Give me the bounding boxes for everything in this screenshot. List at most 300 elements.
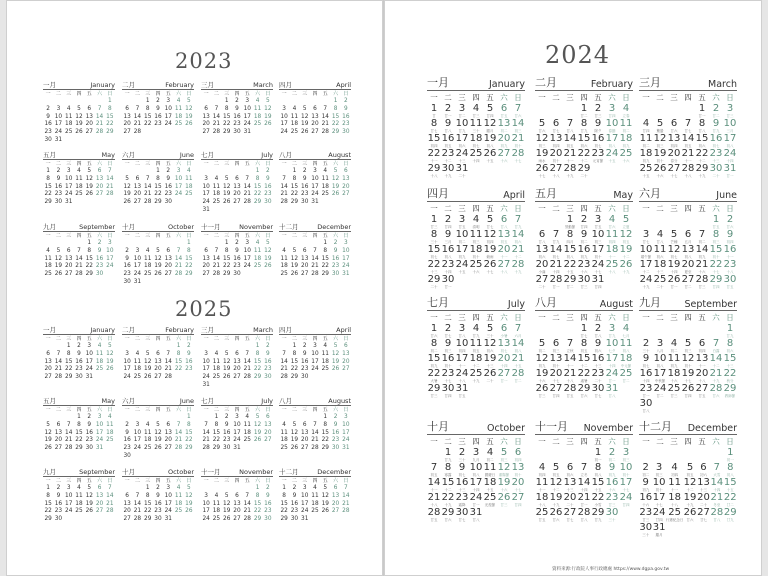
date-cell [455, 384, 469, 399]
date-cell [143, 374, 153, 382]
date-cell [132, 445, 142, 453]
day-number: 21 [144, 191, 152, 198]
day-number: 27 [342, 191, 350, 198]
date-cell [153, 516, 163, 524]
date-cell [201, 199, 211, 207]
weekday-label: 四 [580, 313, 588, 322]
date-cell [341, 263, 351, 271]
day-number: 28 [511, 148, 525, 159]
date-cell [497, 354, 511, 369]
empty-cell [242, 168, 252, 176]
month-header [43, 223, 115, 232]
date-cell [535, 508, 549, 523]
date-cell [469, 369, 483, 384]
weekday-label: 六 [176, 478, 182, 484]
date-cell [469, 215, 483, 230]
day-number: 2 [46, 105, 50, 112]
date-cell [619, 245, 633, 260]
date-cell [310, 121, 320, 129]
date-cell [455, 119, 469, 134]
day-number: 27 [44, 374, 52, 381]
day-number: 24 [243, 263, 251, 270]
date-cell [535, 369, 549, 384]
date-cell [710, 463, 723, 478]
month-header [122, 397, 194, 406]
day-number: 15 [591, 477, 605, 488]
lunar-label: 初四 [552, 144, 560, 148]
date-cell [591, 260, 605, 275]
day-number: 26 [549, 507, 563, 518]
date-cell [427, 134, 441, 149]
empty-cell [211, 168, 221, 176]
day-number: 12 [483, 118, 497, 129]
date-cell [122, 129, 132, 137]
date-cell [173, 114, 183, 122]
day-number: 27 [164, 445, 172, 452]
day-number: 13 [695, 353, 709, 364]
date-cell [163, 121, 173, 129]
date-cell [64, 114, 74, 122]
date-cell [289, 271, 299, 279]
day-number: 11 [619, 118, 633, 129]
empty-cell [639, 215, 653, 230]
month-name-en: December [317, 223, 351, 231]
date-cell [173, 501, 183, 509]
date-cell [74, 437, 84, 445]
day-number: 11 [253, 105, 262, 112]
date-cell [300, 430, 310, 438]
date-cell [591, 493, 605, 508]
day-number: 18 [212, 191, 221, 198]
day-number: 29 [563, 274, 577, 285]
month-name-zh: 五月 [43, 151, 56, 159]
day-number: 5 [552, 462, 560, 473]
month-december [639, 421, 737, 538]
day-number: 14 [133, 500, 142, 507]
weekday-label: 四 [312, 161, 318, 167]
date-cell [132, 501, 142, 509]
month-name-zh: 一月 [43, 81, 56, 89]
date-cell [74, 184, 84, 192]
date-cell [695, 339, 709, 354]
lunar-label: 廿九 [552, 240, 560, 244]
date-cell [74, 366, 84, 374]
weekday-label: 四 [312, 407, 318, 413]
date-cell [639, 384, 653, 399]
month-header [122, 468, 194, 477]
day-number: 16 [164, 183, 172, 190]
weekday-label: 六 [255, 407, 261, 413]
date-cell [232, 516, 242, 524]
date-cell [619, 324, 633, 339]
date-cell [341, 343, 351, 351]
lunar-label: 廿九 [608, 334, 616, 338]
date-cell [84, 168, 94, 176]
day-number: 9 [156, 492, 160, 499]
lunar-label: 十四 [444, 270, 452, 274]
weekday-label: 二 [656, 204, 664, 213]
date-cell [74, 508, 84, 516]
date-cell [74, 493, 84, 501]
month-april [279, 81, 351, 137]
day-number: 22 [280, 508, 288, 515]
day-number: 18 [280, 263, 288, 270]
day-number: 6 [333, 485, 338, 491]
date-cell [330, 437, 340, 445]
date-cell [724, 448, 737, 463]
date-cell [535, 463, 549, 478]
date-cell [511, 478, 525, 493]
weekday-header-row [279, 160, 351, 168]
day-number: 5 [156, 421, 160, 428]
date-cell [497, 230, 511, 245]
weekday-label: 三 [566, 313, 574, 322]
date-cell [577, 369, 591, 384]
day-number: 7 [245, 175, 250, 182]
day-number: 18 [619, 133, 633, 144]
day-number: 28 [174, 445, 183, 452]
day-number: 9 [87, 421, 92, 428]
empty-cell [143, 343, 153, 351]
lunar-label: 雨水 [538, 159, 546, 163]
lunar-label: 十二 [514, 255, 522, 259]
empty-cell [232, 168, 242, 176]
date-cell [320, 114, 330, 122]
day-number: 31 [301, 516, 309, 523]
weekday-label: 一 [203, 161, 209, 167]
date-cell [605, 369, 619, 384]
date-cell [591, 245, 605, 260]
date-cell [211, 430, 221, 438]
lunar-label: 初六 [458, 144, 466, 148]
lunar-label: 初五 [622, 240, 630, 244]
date-cell [53, 256, 63, 264]
date-cell [173, 271, 183, 279]
day-number: 6 [698, 338, 706, 349]
date-cell [427, 275, 441, 290]
date-cell [153, 106, 163, 114]
lunar-label: 十八 [698, 379, 706, 383]
weekday-label: 四 [155, 91, 161, 97]
day-number: 10 [342, 247, 350, 254]
date-cell [232, 263, 242, 271]
day-number: 17 [455, 133, 469, 144]
day-number: 24 [455, 148, 469, 159]
month-august [279, 151, 351, 207]
month-july [201, 151, 273, 215]
day-number: 3 [608, 323, 616, 334]
day-number: 28 [280, 374, 288, 381]
day-number: 28 [54, 374, 63, 381]
weekday-label: 四 [312, 233, 318, 239]
date-cell [310, 501, 320, 509]
day-number: 8 [46, 492, 50, 499]
day-number: 15 [144, 113, 152, 120]
date-cell [441, 275, 455, 290]
lunar-label: 十四 [670, 270, 678, 274]
day-number: 27 [202, 271, 210, 278]
day-number: 10 [202, 358, 210, 365]
day-number: 27 [123, 516, 131, 523]
date-cell [723, 149, 737, 164]
lunar-label: 十七 [594, 270, 602, 274]
date-cell [252, 168, 262, 176]
date-cell [441, 134, 455, 149]
day-number: 14 [212, 255, 221, 262]
date-cell [94, 485, 104, 493]
day-number: 18 [619, 353, 633, 364]
date-cell [252, 359, 262, 367]
weekday-label: 五 [486, 204, 494, 213]
weekday-label: 六 [97, 336, 103, 342]
date-cell [549, 478, 563, 493]
day-number: 31 [164, 516, 172, 523]
day-number: 16 [577, 244, 591, 255]
date-cell [132, 493, 142, 501]
date-cell [320, 508, 330, 516]
empty-cell [64, 240, 74, 248]
weekday-label: 六 [712, 93, 720, 102]
date-cell [211, 271, 221, 279]
empty-cell [173, 414, 183, 422]
date-cell [122, 445, 132, 453]
weekday-label: 六 [97, 161, 103, 167]
date-cell [310, 445, 320, 453]
day-number: 26 [85, 191, 93, 198]
date-cell [653, 164, 667, 179]
day-number: 5 [125, 175, 129, 182]
day-number: 17 [639, 259, 653, 270]
date-cell [653, 134, 667, 149]
date-cell [163, 248, 173, 256]
day-number: 26 [44, 445, 52, 452]
day-number: 22 [321, 437, 329, 444]
day-number: 7 [214, 247, 219, 254]
day-number: 13 [549, 353, 563, 364]
day-number: 1 [580, 103, 588, 114]
day-number: 29 [321, 445, 329, 452]
date-cell [105, 493, 115, 501]
day-number: 8 [145, 105, 150, 112]
lunar-label: 初二 [670, 349, 678, 353]
lunar-label: 廿 [432, 114, 436, 118]
day-number: 11 [75, 492, 83, 499]
date-cell [535, 354, 549, 369]
lunar-label: 十一 [430, 159, 438, 163]
date-cell [695, 354, 709, 369]
day-number: 19 [535, 148, 549, 159]
date-cell [320, 129, 330, 137]
day-number: 5 [56, 247, 61, 254]
day-number: 23 [164, 191, 172, 198]
date-cell [64, 445, 74, 453]
day-number: 18 [243, 429, 251, 436]
date-cell [184, 106, 194, 114]
day-number: 20 [301, 437, 309, 444]
day-number: 13 [154, 358, 162, 365]
date-cell [122, 199, 132, 207]
date-cell [94, 501, 104, 509]
date-cell [563, 260, 577, 275]
day-number: 28 [144, 199, 152, 206]
day-number: 2 [712, 103, 720, 114]
date-cell [300, 351, 310, 359]
lunar-label: 初十 [684, 364, 692, 368]
day-number: 6 [500, 103, 508, 114]
lunar-label: 十八 [538, 503, 546, 507]
date-cell [320, 343, 330, 351]
date-cell [563, 149, 577, 164]
day-number: 22 [154, 191, 162, 198]
day-number: 20 [95, 183, 104, 190]
day-number: 7 [282, 175, 286, 182]
day-number: 30 [123, 278, 131, 285]
weekday-label: 五 [165, 478, 171, 484]
date-cell [94, 414, 104, 422]
day-number: 8 [224, 105, 229, 112]
lunar-label: 十九 [642, 285, 650, 289]
month-october [122, 223, 194, 287]
date-cell [605, 354, 619, 369]
date-cell [563, 339, 577, 354]
weekday-label: 五 [322, 336, 328, 342]
weekday-label: 一 [281, 91, 287, 97]
year-title-2025: 2025 [175, 297, 233, 321]
date-cell [605, 478, 619, 493]
day-number: 24 [202, 516, 210, 523]
lunar-label: 臘月 [655, 533, 663, 537]
date-cell [455, 230, 469, 245]
date-cell [681, 134, 695, 149]
lunar-label: 行憲紀念日 [665, 518, 684, 522]
date-cell [222, 256, 232, 264]
lunar-label: 十四 [500, 364, 508, 368]
date-cell [211, 191, 221, 199]
day-number: 10 [164, 105, 172, 112]
day-number: 11 [185, 175, 193, 182]
weekday-label: 五 [698, 313, 706, 322]
month-march [201, 81, 273, 137]
weekday-label: 四 [76, 233, 82, 239]
date-cell [619, 448, 633, 463]
weekday-label: 一 [281, 407, 287, 413]
date-cell [84, 485, 94, 493]
day-number: 4 [472, 214, 480, 225]
day-number: 25 [65, 129, 73, 136]
date-cell [667, 134, 681, 149]
date-cell [497, 215, 511, 230]
lunar-label: 初五 [472, 349, 480, 353]
day-number: 1 [282, 485, 286, 491]
date-cell [263, 422, 273, 430]
date-cell [455, 245, 469, 260]
day-number: 15 [223, 255, 231, 262]
date-cell [619, 354, 633, 369]
lunar-label: 七月 [622, 334, 630, 338]
date-cell [279, 501, 289, 509]
day-number: 13 [681, 244, 695, 255]
day-number: 9 [580, 229, 588, 240]
empty-cell [143, 168, 153, 176]
date-cell [252, 176, 262, 184]
empty-cell [279, 168, 289, 176]
date-cell [242, 422, 252, 430]
date-cell [74, 168, 84, 176]
date-cell [279, 374, 289, 382]
date-cell [153, 501, 163, 509]
day-number: 21 [212, 121, 221, 128]
date-cell [74, 248, 84, 256]
month-header [201, 326, 273, 335]
day-number: 20 [311, 121, 319, 128]
date-cell [320, 168, 330, 176]
date-cell [709, 104, 723, 119]
day-number: 10 [605, 338, 619, 349]
day-number: 24 [202, 199, 210, 206]
day-number: 19 [264, 255, 272, 262]
lunar-label: 光復節 [484, 503, 496, 507]
date-cell [122, 114, 132, 122]
day-number: 27 [233, 374, 241, 381]
date-cell [666, 478, 684, 493]
day-number: 22 [144, 121, 152, 128]
day-number: 15 [144, 500, 152, 507]
weekday-header-row [639, 202, 737, 215]
day-number: 13 [85, 113, 93, 120]
day-number: 3 [135, 247, 140, 254]
day-number: 29 [106, 129, 114, 136]
date-cell [310, 114, 320, 122]
month-september [43, 223, 115, 279]
weekday-label: 六 [97, 407, 103, 413]
date-cell [577, 463, 591, 478]
lunar-label: 初九 [580, 255, 588, 259]
date-cell [549, 463, 563, 478]
day-number: 25 [321, 191, 329, 198]
day-number: 20 [535, 259, 549, 270]
day-number: 22 [65, 366, 73, 373]
day-number: 2 [580, 214, 588, 225]
day-number: 27 [85, 129, 93, 136]
day-number: 14 [54, 358, 63, 365]
lunar-label: 廿一 [698, 114, 706, 118]
day-number: 20 [264, 429, 272, 436]
day-number: 4 [46, 247, 50, 254]
lunar-label: 初九 [698, 255, 706, 259]
date-cell [441, 164, 455, 179]
day-number: 1 [145, 98, 150, 104]
date-cell [330, 508, 340, 516]
lunar-label: 廿九 [726, 518, 734, 522]
day-number: 27 [511, 492, 525, 503]
day-number: 15 [85, 255, 93, 262]
day-number: 5 [255, 414, 260, 420]
day-number: 11 [469, 229, 483, 240]
weekday-label: 日 [107, 407, 113, 413]
day-number: 9 [302, 350, 307, 357]
day-number: 10 [164, 492, 172, 499]
date-cell [94, 263, 104, 271]
lunar-label: 十五 [458, 270, 466, 274]
day-number: 10 [280, 113, 288, 120]
date-cell [653, 384, 667, 399]
month-name-en: May [101, 151, 115, 159]
date-cell [549, 369, 563, 384]
day-number: 18 [653, 259, 667, 270]
date-cell [300, 493, 310, 501]
date-cell [122, 271, 132, 279]
day-number: 22 [106, 121, 114, 128]
